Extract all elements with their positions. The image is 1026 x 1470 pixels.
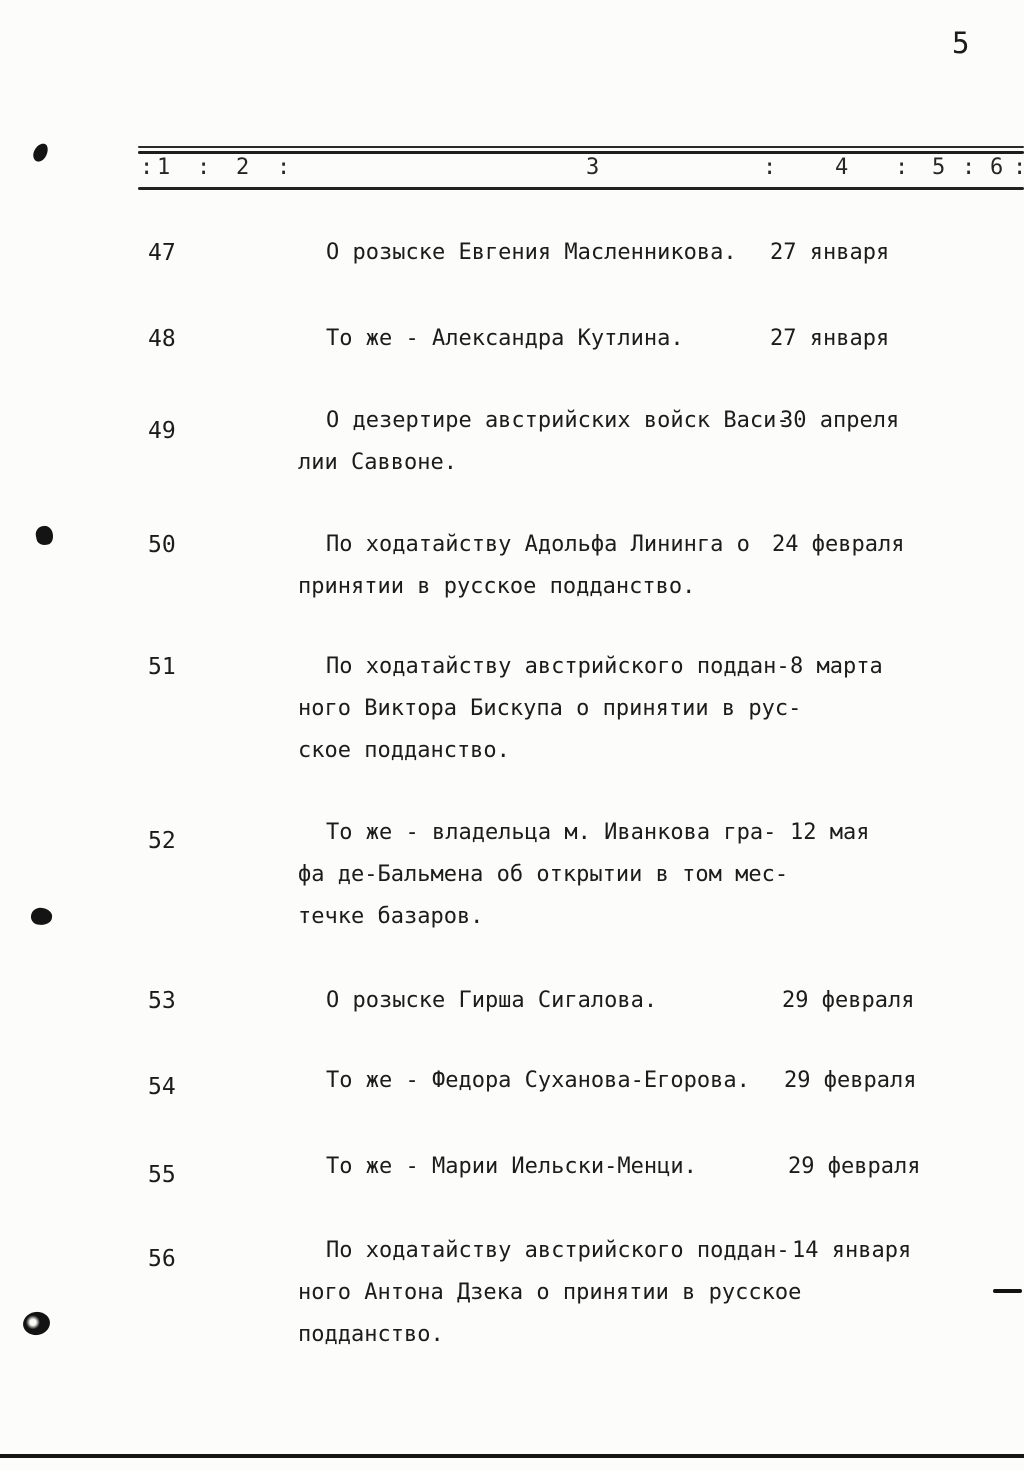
header-col-label: 6 [990, 155, 1004, 180]
entry-description-line: О розыске Евгения Масленникова. [326, 240, 737, 265]
ink-blot [31, 141, 49, 163]
entry-date: 30 апреля [780, 408, 900, 433]
header-col-label: : [895, 155, 909, 180]
header-col-label: : [140, 155, 154, 180]
entry-description [298, 1230, 801, 1356]
ink-blot [21, 1310, 52, 1337]
entry-description [298, 812, 788, 938]
ink-blot [30, 907, 53, 927]
entry-description-line: фа де-Бальмена об открытии в том мес- [298, 862, 789, 887]
header-col-label: 5 [932, 155, 946, 180]
page-bottom-rule [0, 1454, 1024, 1458]
entry-description [298, 1146, 697, 1188]
entry-description-line: То же - Александра Кутлина. [326, 326, 684, 351]
entry-number: 48 [148, 326, 176, 352]
header-bottom-rule [138, 187, 1024, 190]
entry-description [298, 400, 790, 484]
header-col-label: : [962, 155, 976, 180]
entry-date: 14 января [792, 1238, 912, 1263]
entry-number: 55 [148, 1162, 176, 1188]
table-top-rule [138, 146, 1024, 148]
entry-description-line: О розыске Гирша Сигалова. [326, 988, 658, 1013]
header-col-label: : [1013, 155, 1026, 180]
header-col-label: : [197, 155, 211, 180]
entry-description-line: ское подданство. [298, 738, 510, 763]
entry-description [298, 646, 801, 772]
ink-blot [34, 524, 55, 546]
entry-description-line: То же - Марии Иельски-Менци. [326, 1154, 697, 1179]
entry-description-line: течке базаров. [298, 904, 484, 929]
entry-description-line: По ходатайству австрийского поддан- [326, 1238, 790, 1263]
entry-description-line: ного Виктора Бискупа о принятии в рус- [298, 696, 802, 721]
entry-description-line: То же - владельца м. Иванкова гра- [326, 820, 777, 845]
entry-number: 50 [148, 532, 176, 558]
entry-date: 27 января [770, 240, 890, 265]
entry-description-line: ного Антона Дзека о принятии в русское [298, 1280, 802, 1305]
header-col-label: : [763, 155, 777, 180]
entry-description [298, 524, 750, 608]
header-col-label: : [277, 155, 291, 180]
entry-number: 54 [148, 1074, 176, 1100]
entry-date: 27 января [770, 326, 890, 351]
header-col-label: 2 [236, 155, 250, 180]
entry-number: 53 [148, 988, 176, 1014]
entry-number: 47 [148, 240, 176, 266]
entry-number: 56 [148, 1246, 176, 1272]
entry-date: 12 мая [790, 820, 870, 845]
header-col-label: 1 [157, 155, 171, 180]
entry-date: 29 февраля [784, 1068, 917, 1093]
header-col-label: 3 [586, 155, 600, 180]
entry-number: 51 [148, 654, 176, 680]
entry-description [298, 980, 657, 1022]
entry-description-line: подданство. [298, 1322, 444, 1347]
entry-description-line: То же - Федора Суханова-Егорова. [326, 1068, 750, 1093]
entry-description-line: По ходатайству австрийского поддан- [326, 654, 790, 679]
entry-description-line: лии Саввоне. [298, 450, 457, 475]
entry-description-line: О дезертире австрийских войск Васи- [326, 408, 790, 433]
entry-date: 29 февраля [782, 988, 915, 1013]
header-col-label: 4 [835, 155, 849, 180]
entry-number: 52 [148, 828, 176, 854]
entry-date: 24 февраля [772, 532, 905, 557]
entry-date: 8 марта [790, 654, 883, 679]
margin-dash [993, 1289, 1022, 1293]
table-top-rule-2 [138, 151, 1024, 154]
entry-description [298, 232, 737, 274]
entry-description-line: принятии в русское подданство. [298, 574, 696, 599]
page-number: 5 [952, 26, 971, 60]
entry-description-line: По ходатайству Адольфа Лининга о [326, 532, 750, 557]
entry-description [298, 1060, 750, 1102]
entry-number: 49 [148, 418, 176, 444]
entry-date: 29 февраля [788, 1154, 921, 1179]
entry-description [298, 318, 684, 360]
